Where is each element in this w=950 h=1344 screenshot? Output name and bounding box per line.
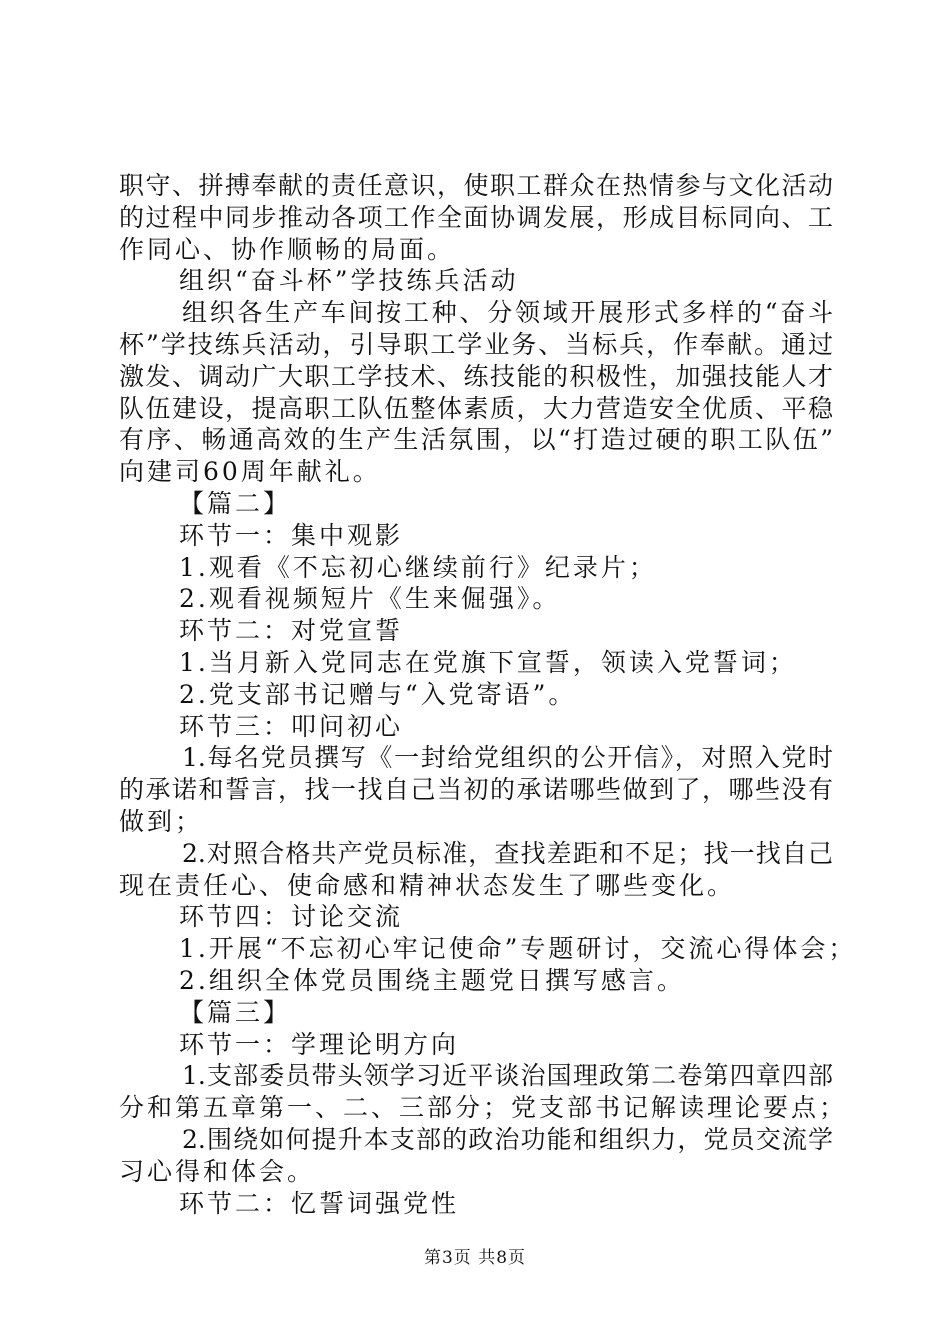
list-item: 环节三：叩问初心 <box>179 711 404 741</box>
paragraph-line: 向建司60周年献礼。 <box>119 457 381 487</box>
paragraph-line: 的承诺和誓言，找一找自己当初的承诺哪些做到了，哪些没有 <box>119 775 833 805</box>
paragraph-line: 现在责任心、使命感和精神状态发生了哪些变化。 <box>119 870 736 900</box>
list-item: 环节二：对党宣誓 <box>179 616 404 646</box>
list-item: 2.观看视频短片《生来倔强》。 <box>179 584 561 614</box>
list-item: 2.组织全体党员围绕主题党日撰写感言。 <box>179 965 685 995</box>
paragraph-line: 杯”学技练兵活动，引导职工学业务、当标兵，作奉献。通过 <box>119 329 833 359</box>
list-item: 环节二：忆誓词强党性 <box>179 1188 460 1218</box>
paragraph-line: 做到； <box>119 806 204 836</box>
part-heading: 【篇三】 <box>179 997 292 1027</box>
paragraph-line: 2.对照合格共产党员标准，查找差距和不足；找一找自己 <box>182 838 833 868</box>
paragraph-line: 的过程中同步推动各项工作全面协调发展，形成目标同向、工 <box>119 202 833 232</box>
list-item: 1.开展“不忘初心牢记使命”专题研讨，交流心得体会； <box>179 934 857 964</box>
paragraph-line: 职守、拼搏奉献的责任意识，使职工群众在热情参与文化活动 <box>119 171 833 200</box>
paragraph-line: 作同心、协作顺畅的局面。 <box>119 234 456 264</box>
section-heading: 组织“奋斗杯”学技练兵活动 <box>179 266 519 296</box>
page-footer: 第3页 共8页 <box>423 1248 527 1268</box>
list-item: 1.当月新入党同志在党旗下宣誓，领读入党誓词； <box>179 647 797 677</box>
list-item: 环节一：集中观影 <box>179 520 404 550</box>
paragraph-line: 队伍建设，提高职工队伍整体素质，大力营造安全优质、平稳 <box>119 393 833 423</box>
paragraph-line: 习心得和体会。 <box>119 1156 316 1186</box>
paragraph-line: 1.每名党员撰写《一封给党组织的公开信》，对照入党时 <box>182 743 833 773</box>
paragraph-line: 1.支部委员带头领学习近平谈治国理政第二卷第四章四部 <box>182 1061 833 1091</box>
list-item: 2.党支部书记赠与“入党寄语”。 <box>179 679 577 709</box>
list-item: 环节一：学理论明方向 <box>179 1029 460 1059</box>
paragraph-line: 组织各生产车间按工种、分领域开展形式多样的“奋斗 <box>182 298 833 328</box>
paragraph-line: 有序、畅通高效的生产生活氛围，以“打造过硬的职工队伍” <box>119 425 833 455</box>
paragraph-line: 分和第五章第一、二、三部分；党支部书记解读理论要点； <box>119 1093 848 1123</box>
list-item: 环节四：讨论交流 <box>179 902 404 932</box>
paragraph-line: 激发、调动广大职工学技术、练技能的积极性，加强技能人才 <box>119 361 833 391</box>
paragraph-line: 2.围绕如何提升本支部的政治功能和组织力，党员交流学 <box>182 1124 833 1154</box>
part-heading: 【篇二】 <box>179 488 292 518</box>
document-body <box>119 170 857 1219</box>
list-item: 1.观看《不忘初心继续前行》纪录片； <box>179 552 657 582</box>
